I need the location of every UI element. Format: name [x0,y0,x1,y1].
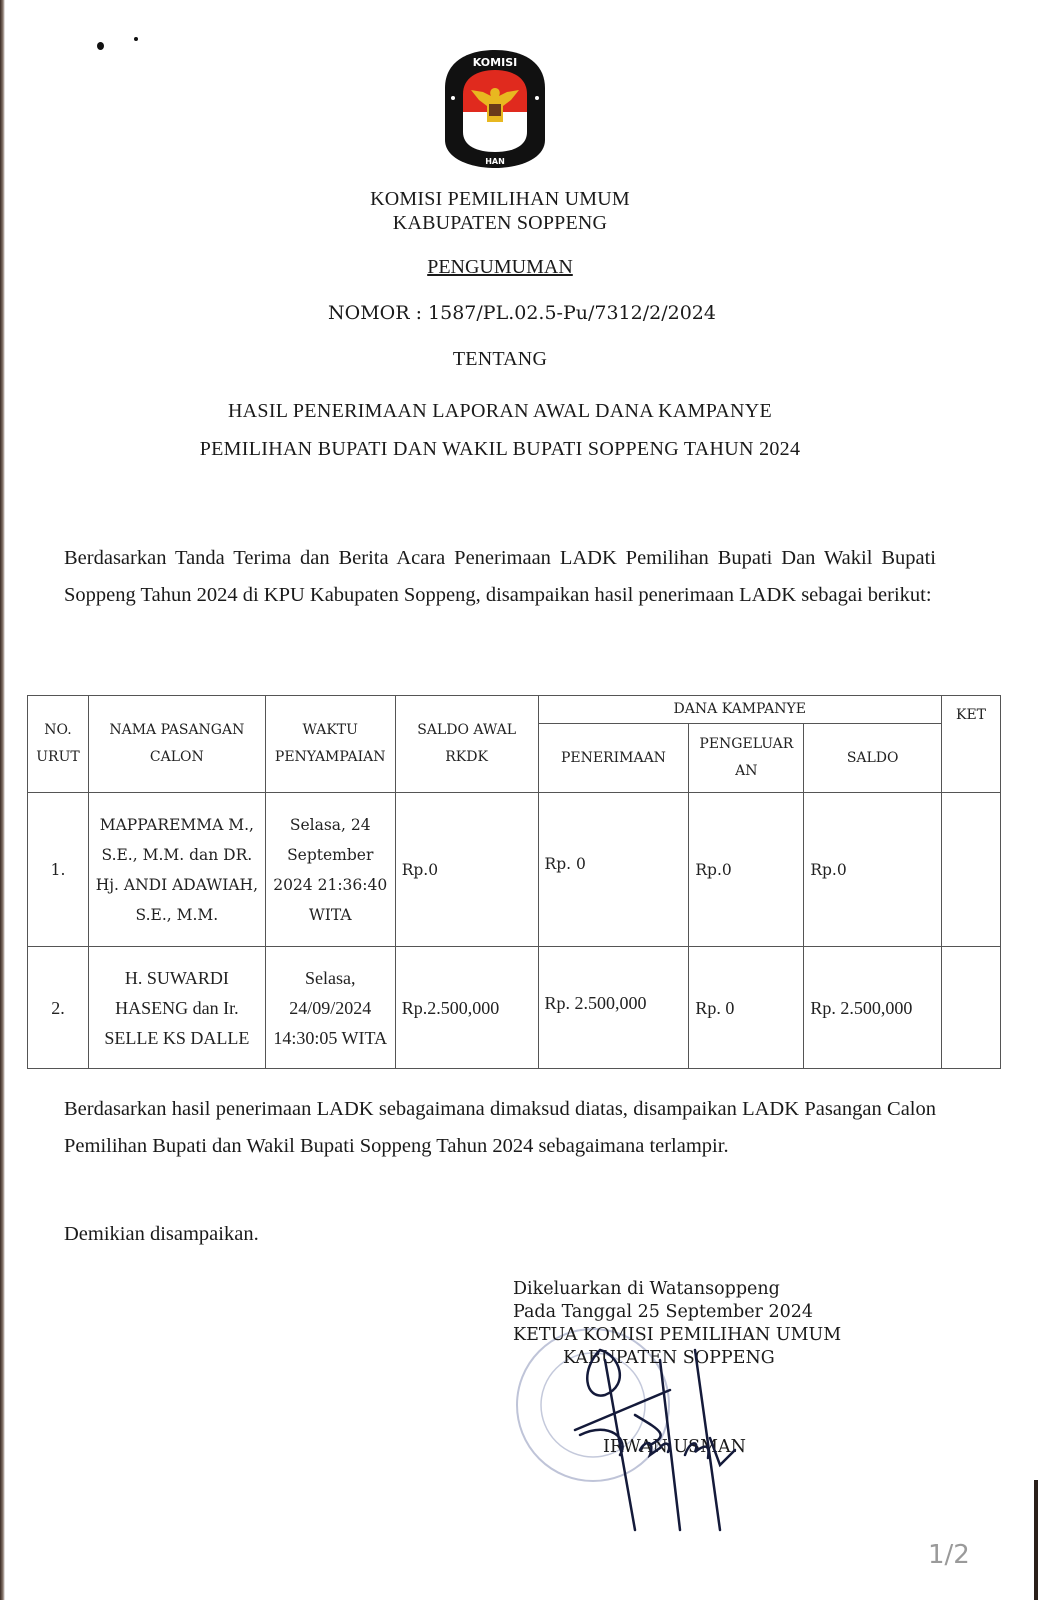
cell-expenses: Rp. 0 [689,947,804,1069]
signer-position-1: KETUA KOMISI PEMILIHAN UMUM [513,1325,842,1345]
page-indicator: 1/2 [928,1540,970,1570]
header-name: NAMA PASANGAN CALON [88,696,265,793]
header-no: NO. URUT [28,696,89,793]
signer-name: IRWAN USMAN [603,1437,746,1457]
org-line-2: KABUPATEN SOPPENG [392,212,608,234]
table-header-row [28,696,1001,724]
svg-text:HAN: HAN [485,157,505,166]
page-edge-shadow-right [1034,1480,1038,1600]
cell-receipts: Rp. 2.500,000 [538,947,689,1069]
cell-receipts: Rp. 0 [538,793,689,947]
org-line-1: KOMISI PEMILIHAN UMUM [370,188,630,210]
closing-paragraph: Berdasarkan hasil penerimaan LADK sebagaimana dimaksud diatas, disampaikan LADK Pasangan Calon Pemilihan Bupati dan Wakil Bupati Soppeng Tahun 2024 sebagaimana terlampir. [64,1098,936,1157]
cell-opening-balance: Rp.0 [395,793,538,947]
cell-balance: Rp. 2.500,000 [804,947,942,1069]
cell-note [942,947,1001,1069]
issued-at: Dikeluarkan di Watansoppeng [513,1279,780,1299]
cell-name: MAPPAREMMA M., S.E., M.M. dan DR. Hj. ANDI ADAWIAH, S.E., M.M. [88,793,265,947]
cell-opening-balance: Rp.2.500,000 [395,947,538,1069]
signature-icon [560,1340,780,1540]
document-number: NOMOR : 1587/PL.02.5-Pu/7312/2/2024 [328,302,716,324]
subject-line-1: HASIL PENERIMAAN LAPORAN AWAL DANA KAMPANYE [227,400,773,422]
closing-remark: Demikian disampaikan. [64,1223,259,1245]
header-opening-balance: SALDO AWAL RKDK [395,696,538,793]
kpu-logo-icon [441,48,549,170]
table-row [28,793,1001,947]
about-label: TENTANG [452,348,548,370]
svg-text:KOMISI: KOMISI [472,56,518,69]
cell-time: Selasa, 24 September 2024 21:36:40 WITA [265,793,395,947]
header-receipts: PENERIMAAN [538,724,689,793]
document-title: PENGUMUMAN [427,256,573,278]
cell-no: 1. [28,793,89,947]
cell-no: 2. [28,947,89,1069]
header-campaign-fund: DANA KAMPANYE [538,696,942,724]
cell-balance: Rp.0 [804,793,942,947]
org-name [0,187,1000,235]
ink-speck [134,37,138,41]
table-row [28,947,1001,1069]
header-note: KET [942,696,1001,793]
cell-note [942,793,1001,947]
intro-paragraph: Berdasarkan Tanda Terima dan Berita Acara Penerimaan LADK Pemilihan Bupati Dan Wakil Bupati Soppeng Tahun 2024 di KPU Kabupaten Soppeng, disampaikan hasil penerimaan LADK sebagai berikut: [64,547,936,606]
page-edge-shadow [0,0,5,1600]
header-time: WAKTU PENYAMPAIAN [265,696,395,793]
ink-speck [97,42,104,50]
issued-date: Pada Tanggal 25 September 2024 [513,1302,814,1322]
signer-position-2: KABUPATEN SOPPENG [563,1348,775,1368]
campaign-fund-table [27,695,1001,1069]
cell-time: Selasa, 24/09/2024 14:30:05 WITA [265,947,395,1069]
header-balance: SALDO [804,724,942,793]
subject-line-2: PEMILIHAN BUPATI DAN WAKIL BUPATI SOPPENG TAHUN 2024 [199,438,801,460]
cell-expenses: Rp.0 [689,793,804,947]
cell-name: H. SUWARDI HASENG dan Ir. SELLE KS DALLE [88,947,265,1069]
header-expenses: PENGELUAR AN [689,724,804,793]
